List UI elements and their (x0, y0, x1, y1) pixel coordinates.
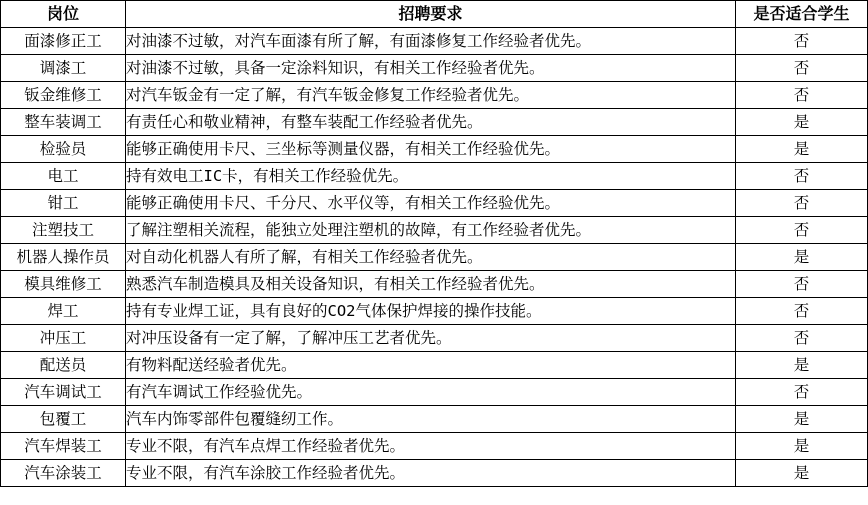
requirement-cell: 能够正确使用卡尺、三坐标等测量仪器，有相关工作经验优先。 (126, 136, 736, 163)
position-cell: 焊工 (1, 298, 126, 325)
table-row (1, 82, 868, 109)
table-row (1, 190, 868, 217)
suitable-for-students-cell: 否 (736, 379, 868, 406)
table-row (1, 109, 868, 136)
table-header-row (1, 1, 868, 28)
requirement-cell: 持有专业焊工证，具有良好的CO2气体保护焊接的操作技能。 (126, 298, 736, 325)
header-position: 岗位 (1, 1, 126, 28)
requirement-cell: 专业不限，有汽车涂胶工作经验者优先。 (126, 460, 736, 487)
requirement-cell: 有汽车调试工作经验优先。 (126, 379, 736, 406)
table-body (1, 28, 868, 487)
requirement-cell: 有责任心和敬业精神，有整车装配工作经验者优先。 (126, 109, 736, 136)
requirement-cell: 汽车内饰零部件包覆缝纫工作。 (126, 406, 736, 433)
position-cell: 钣金维修工 (1, 82, 126, 109)
table-row (1, 217, 868, 244)
table-row (1, 433, 868, 460)
suitable-for-students-cell: 是 (736, 136, 868, 163)
position-cell: 电工 (1, 163, 126, 190)
requirement-cell: 了解注塑相关流程，能独立处理注塑机的故障，有工作经验者优先。 (126, 217, 736, 244)
position-cell: 整车装调工 (1, 109, 126, 136)
table-row (1, 325, 868, 352)
position-cell: 汽车涂装工 (1, 460, 126, 487)
table-row (1, 271, 868, 298)
header-requirements: 招聘要求 (126, 1, 736, 28)
suitable-for-students-cell: 是 (736, 433, 868, 460)
suitable-for-students-cell: 是 (736, 406, 868, 433)
suitable-for-students-cell: 是 (736, 352, 868, 379)
suitable-for-students-cell: 否 (736, 325, 868, 352)
suitable-for-students-cell: 否 (736, 298, 868, 325)
suitable-for-students-cell: 否 (736, 82, 868, 109)
requirement-cell: 对自动化机器人有所了解，有相关工作经验者优先。 (126, 244, 736, 271)
suitable-for-students-cell: 否 (736, 55, 868, 82)
requirement-cell: 能够正确使用卡尺、千分尺、水平仪等，有相关工作经验优先。 (126, 190, 736, 217)
requirement-cell: 持有效电工IC卡，有相关工作经验优先。 (126, 163, 736, 190)
table-row (1, 28, 868, 55)
position-cell: 包覆工 (1, 406, 126, 433)
position-cell: 冲压工 (1, 325, 126, 352)
requirement-cell: 专业不限，有汽车点焊工作经验者优先。 (126, 433, 736, 460)
position-cell: 配送员 (1, 352, 126, 379)
table-row (1, 379, 868, 406)
suitable-for-students-cell: 是 (736, 109, 868, 136)
position-cell: 钳工 (1, 190, 126, 217)
position-cell: 注塑技工 (1, 217, 126, 244)
table-row (1, 298, 868, 325)
requirement-cell: 对油漆不过敏，具备一定涂料知识，有相关工作经验者优先。 (126, 55, 736, 82)
suitable-for-students-cell: 否 (736, 163, 868, 190)
requirement-cell: 对油漆不过敏，对汽车面漆有所了解，有面漆修复工作经验者优先。 (126, 28, 736, 55)
table-row (1, 163, 868, 190)
table-row (1, 460, 868, 487)
position-cell: 面漆修正工 (1, 28, 126, 55)
requirement-cell: 对汽车钣金有一定了解，有汽车钣金修复工作经验者优先。 (126, 82, 736, 109)
suitable-for-students-cell: 否 (736, 28, 868, 55)
requirement-cell: 对冲压设备有一定了解，了解冲压工艺者优先。 (126, 325, 736, 352)
table-row (1, 55, 868, 82)
position-cell: 汽车焊装工 (1, 433, 126, 460)
suitable-for-students-cell: 是 (736, 244, 868, 271)
position-cell: 检验员 (1, 136, 126, 163)
requirement-cell: 熟悉汽车制造模具及相关设备知识，有相关工作经验者优先。 (126, 271, 736, 298)
suitable-for-students-cell: 否 (736, 190, 868, 217)
header-suitable-for-students: 是否适合学生 (736, 1, 868, 28)
position-cell: 汽车调试工 (1, 379, 126, 406)
suitable-for-students-cell: 是 (736, 460, 868, 487)
table-row (1, 136, 868, 163)
requirement-cell: 有物料配送经验者优先。 (126, 352, 736, 379)
suitable-for-students-cell: 否 (736, 217, 868, 244)
position-cell: 调漆工 (1, 55, 126, 82)
position-cell: 机器人操作员 (1, 244, 126, 271)
position-cell: 模具维修工 (1, 271, 126, 298)
table-row (1, 352, 868, 379)
suitable-for-students-cell: 否 (736, 271, 868, 298)
table-row (1, 406, 868, 433)
table-row (1, 244, 868, 271)
